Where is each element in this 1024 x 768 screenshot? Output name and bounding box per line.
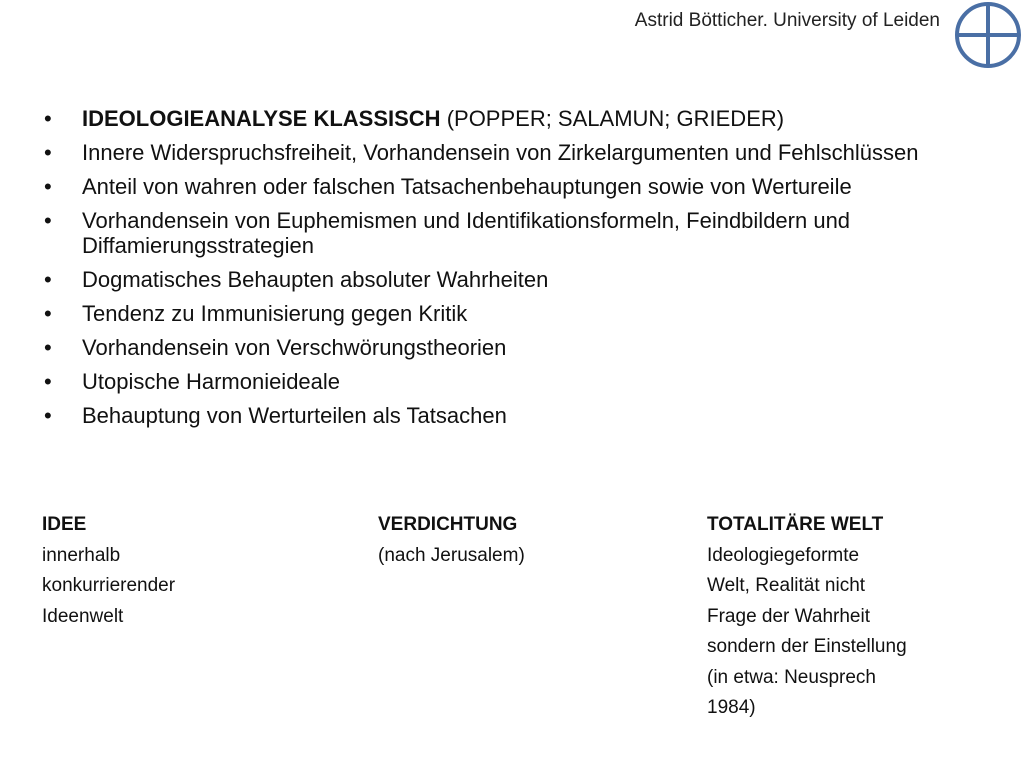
bullet-item <box>40 335 940 360</box>
bullet-item <box>40 403 940 428</box>
column-line: 1984) <box>707 697 756 718</box>
bullet-text: Tendenz zu Immunisierung gegen Kritik <box>82 301 468 326</box>
column-line: konkurrierender <box>42 575 176 596</box>
column-idee <box>42 510 262 632</box>
bullet-dot: • <box>44 301 52 326</box>
header-author: Astrid Bötticher. University of Leiden <box>634 10 940 31</box>
bullet-text: Dogmatisches Behaupten absoluter Wahrheiten <box>82 267 549 292</box>
column-line: (nach Jerusalem) <box>378 544 525 566</box>
column-line: sondern der Einstellung <box>707 636 907 657</box>
bullet-item <box>40 267 940 292</box>
bullet-dot: • <box>44 369 52 394</box>
bullet-text: Vorhandensein von Euphemismen und Identifikationsformeln, Feindbildern und Diffamierungsstrategien <box>82 208 851 258</box>
bullet-item <box>40 106 940 131</box>
bullet-item <box>40 369 940 394</box>
column-line: Welt, Realität nicht <box>707 575 866 596</box>
column-line: Ideologiegeformte <box>707 544 860 566</box>
bullet-item <box>40 174 940 199</box>
column-title: VERDICHTUNG <box>378 514 518 535</box>
bullet-list <box>40 106 940 437</box>
bullet-heading: IDEOLOGIEANALYSE KLASSISCH <box>82 106 441 131</box>
bullet-dot: • <box>44 208 52 233</box>
bullet-text: Vorhandensein von Verschwörungstheorien <box>82 335 507 360</box>
column-title: TOTALITÄRE WELT <box>707 514 884 535</box>
bullet-dot: • <box>44 106 52 131</box>
bullet-text: Behauptung von Werturteilen als Tatsachen <box>82 403 507 428</box>
circle-cross-icon <box>952 0 1024 72</box>
column-line: Frage der Wahrheit <box>707 605 870 627</box>
bullet-dot: • <box>44 267 52 292</box>
bullet-item <box>40 140 940 165</box>
column-totalitaere-welt <box>707 510 977 724</box>
column-verdichtung <box>378 510 618 571</box>
column-line: innerhalb <box>42 544 121 566</box>
bullet-text: (POPPER; SALAMUN; GRIEDER) <box>440 106 785 131</box>
bullet-dot: • <box>44 403 52 428</box>
column-line: Ideenwelt <box>42 605 124 627</box>
bullet-dot: • <box>44 140 52 165</box>
bullet-text: Utopische Harmonieideale <box>82 369 341 394</box>
bullet-dot: • <box>44 174 52 199</box>
bullet-text: Anteil von wahren oder falschen Tatsachenbehauptungen sowie von Wertureile <box>82 174 852 199</box>
column-title: IDEE <box>42 514 87 535</box>
bullet-dot: • <box>44 335 52 360</box>
column-line: (in etwa: Neusprech <box>707 666 876 688</box>
bullet-item <box>40 208 940 258</box>
bullet-text: Innere Widerspruchsfreiheit, Vorhandensein von Zirkelargumenten und Fehlschlüssen <box>82 140 919 165</box>
bullet-item <box>40 301 940 326</box>
